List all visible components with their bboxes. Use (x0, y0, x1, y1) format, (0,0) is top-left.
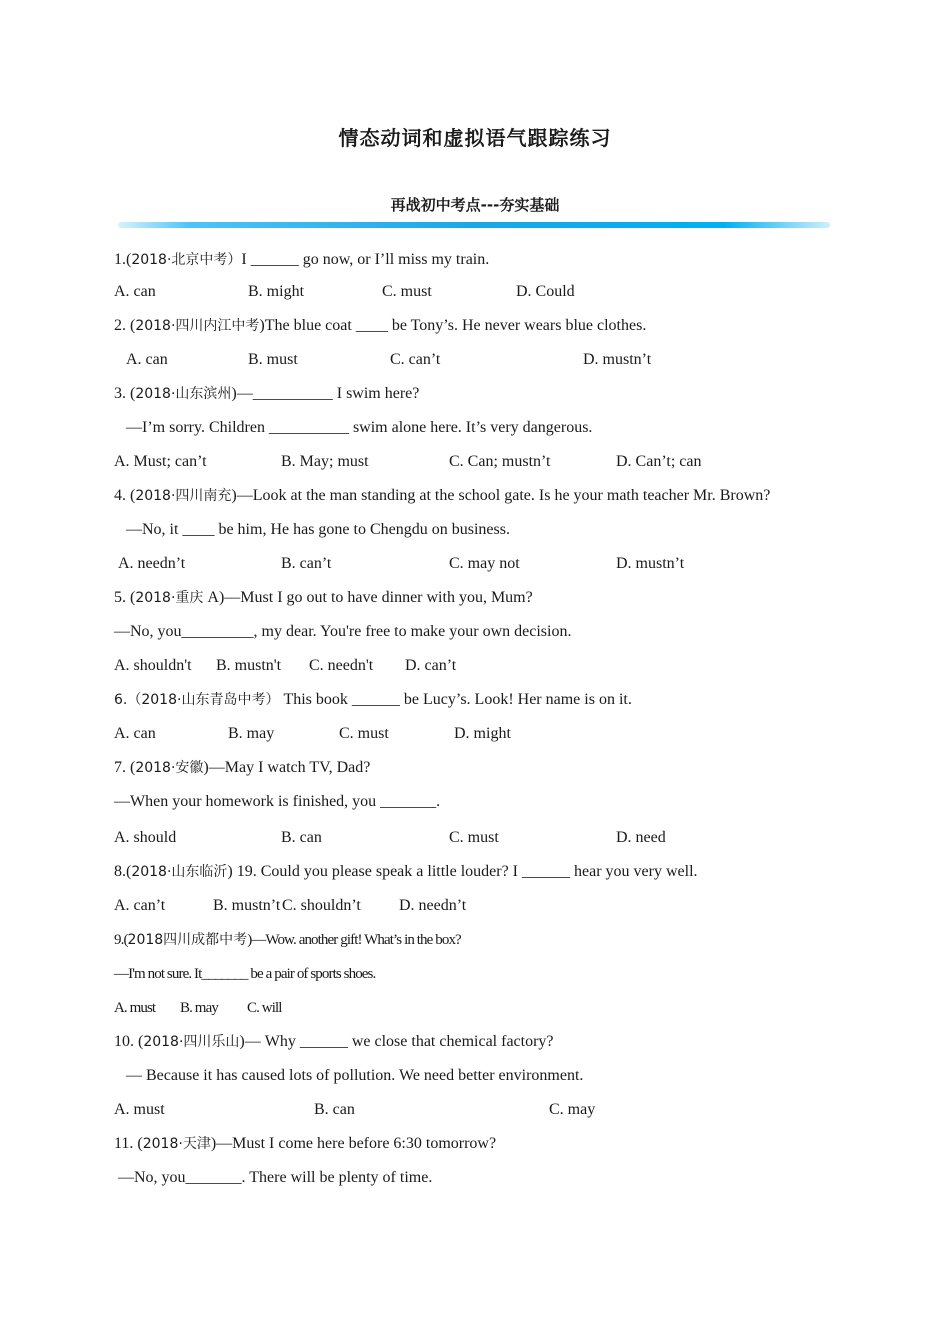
option-b: B. can (281, 829, 322, 846)
question-9-response: —I'm not sure. It_______ be a pair of sports shoes. (114, 966, 376, 982)
question-5-stem: 5. (2018·重庆 A)—Must I go out to have dinner with you, Mum? (114, 589, 533, 606)
option-c: C. may not (449, 555, 520, 572)
option-d: D. mustn’t (616, 555, 685, 572)
option-c: C. shouldn’t (282, 897, 361, 914)
question-4-response: —No, it ____ be him, He has gone to Chengdu on business. (126, 521, 510, 538)
option-a: A. shouldn't (114, 657, 192, 674)
option-b: B. might (248, 283, 305, 300)
option-b: B. must (248, 351, 298, 368)
question-3-stem: 3. (2018·山东滨州)—__________ I swim here? (114, 385, 420, 402)
option-b: B. May; must (281, 453, 369, 470)
option-c: C. must (449, 829, 499, 846)
option-b: B. mustn't (216, 657, 282, 674)
question-4-stem: 4. (2018·四川南充)—Look at the man standing at the school gate. Is he your math teacher Mr. Brown? (114, 487, 771, 504)
option-c: C. needn't (309, 657, 374, 674)
option-a: A. can (126, 351, 168, 368)
question-5-response: —No, you_________, my dear. You're free to make your own decision. (114, 623, 572, 640)
option-c: C. must (382, 283, 432, 300)
option-d: D. might (454, 725, 511, 742)
question-1-stem: 1.(2018·北京中考）I ______ go now, or I’ll miss my train. (114, 251, 490, 268)
option-a: A. should (114, 829, 177, 846)
option-c: C. will (247, 1000, 282, 1016)
question-9-stem: 9.(2018四川成都中考)—Wow. another gift! What’s in the box? (114, 932, 461, 948)
option-c: C. Can; mustn’t (449, 453, 551, 470)
question-2-stem: 2. (2018·四川内江中考)The blue coat ____ be Tony’s. He never wears blue clothes. (114, 317, 647, 334)
question-7-stem: 7. (2018·安徽)—May I watch TV, Dad? (114, 759, 371, 776)
option-d: D. mustn’t (583, 351, 652, 368)
question-10-stem: 10. (2018·四川乐山)— Why ______ we close that chemical factory? (114, 1033, 554, 1050)
option-a: A. can (114, 283, 156, 300)
option-b: B. may (228, 725, 275, 742)
option-d: D. Could (516, 283, 575, 300)
option-d: D. can’t (405, 657, 457, 674)
option-a: A. can (114, 725, 156, 742)
option-d: D. needn’t (399, 897, 467, 914)
option-a: A. must (114, 1000, 156, 1016)
option-c: C. must (339, 725, 389, 742)
option-c: C. may (549, 1101, 596, 1118)
document-title: 情态动词和虚拟语气跟踪练习 (338, 126, 612, 150)
option-d: D. Can’t; can (616, 453, 702, 470)
question-10-response: — Because it has caused lots of pollution. We need better environment. (126, 1067, 584, 1084)
option-b: B. can’t (281, 555, 332, 572)
option-b: B. can (314, 1101, 355, 1118)
decorative-rule (118, 222, 830, 228)
option-a: A. Must; can’t (114, 453, 207, 470)
option-b: B. mustn’t (213, 897, 281, 914)
question-11-response: —No, you_______. There will be plenty of time. (118, 1169, 433, 1186)
question-6-stem: 6.（2018·山东青岛中考） This book ______ be Lucy’s. Look! Her name is on it. (114, 691, 632, 708)
option-a: A. can’t (114, 897, 166, 914)
question-11-stem: 11. (2018·天津)—Must I come here before 6:30 tomorrow? (114, 1135, 497, 1152)
section-subtitle: 再战初中考点---夯实基础 (390, 196, 560, 214)
option-b: B. may (180, 1000, 218, 1016)
option-a: A. needn’t (118, 555, 186, 572)
option-d: D. need (616, 829, 666, 846)
question-3-response: —I’m sorry. Children __________ swim alone here. It’s very dangerous. (126, 419, 593, 436)
option-a: A. must (114, 1101, 165, 1118)
question-7-response: —When your homework is finished, you _______. (114, 793, 441, 810)
option-c: C. can’t (390, 351, 441, 368)
question-8-stem: 8.(2018·山东临沂) 19. Could you please speak a little louder? I ______ hear you very well. (114, 863, 698, 880)
